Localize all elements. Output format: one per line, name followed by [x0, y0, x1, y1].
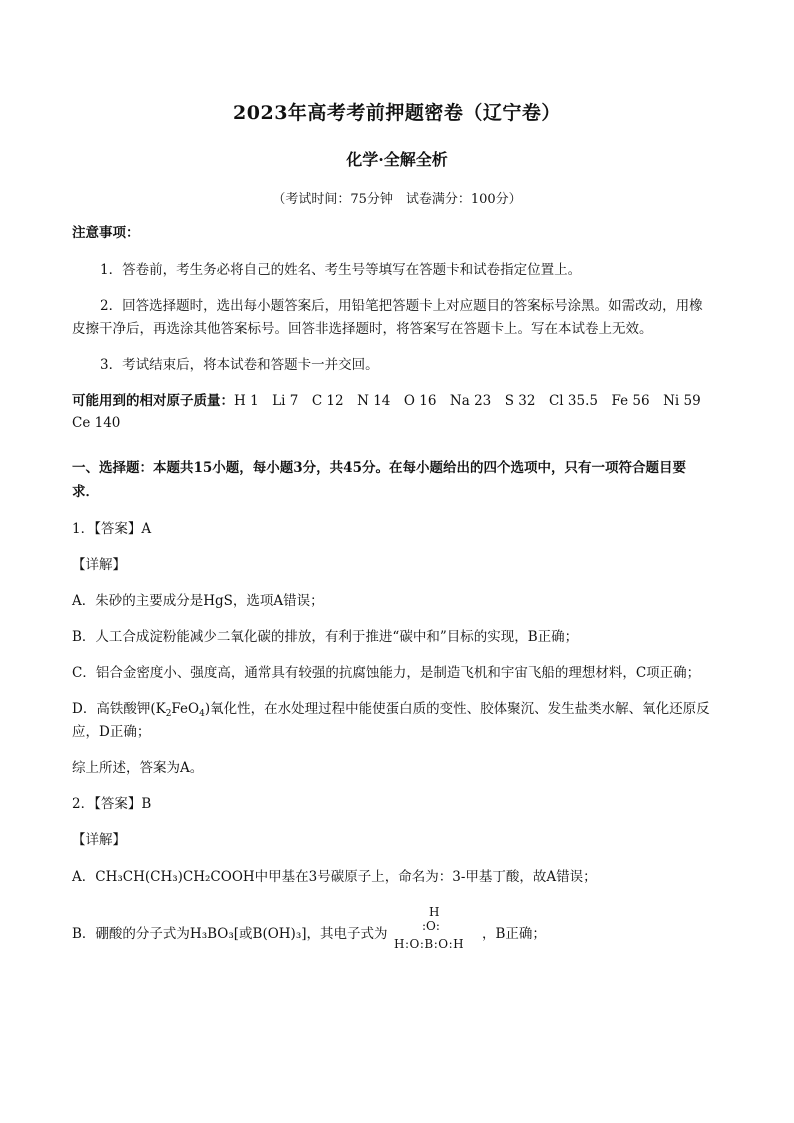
notice-item-3: 3．考试结束后，将本试卷和答题卡一并交回。 — [100, 357, 379, 373]
q1-d-prefix: D．高铁酸钾(K — [72, 701, 166, 717]
notice-item-2-line-1: 2．回答选择题时，选出每小题答案后，用铅笔把答题卡上对应题目的答案标号涂黑。如需改动，用橡 — [100, 298, 703, 314]
q1-detail-label: 【详解】 — [72, 557, 126, 573]
section-1-heading-line-2: 求． — [72, 484, 99, 500]
q1-option-d-line-2: 应，D正确； — [72, 724, 151, 740]
notice-heading: 注意事项： — [72, 225, 140, 241]
q1-option-d-line-1 — [72, 699, 728, 721]
boric-acid-electron-formula — [392, 904, 480, 954]
atomic-masses — [72, 391, 728, 434]
q2-option-a: A．CH₃CH(CH₃)CH₂COOH中甲基在3号碳原子上，命名为：3-甲基丁酸，故A错误； — [72, 869, 597, 885]
q1-answer: 1．【答案】A — [72, 521, 152, 537]
q2-option-b-prefix: B．硼酸的分子式为H₃BO₃[或B(OH)₃]，其电子式为 — [72, 926, 388, 942]
q2-detail-label: 【详解】 — [72, 832, 126, 848]
q2-answer: 2．【答案】B — [72, 796, 152, 812]
q1-d-mid: FeO — [171, 701, 200, 717]
exam-info: （考试时间：75分钟 试卷满分：100分） — [272, 192, 522, 207]
lewis-row: H:O:B:O:H — [394, 937, 465, 951]
q1-d-suffix: )氧化性，在水处理过程中能使蛋白质的变性、胶体聚沉、发生盐类水解、氧化还原反 — [204, 701, 710, 717]
atomic-masses-values: H 1 Li 7 C 12 N 14 O 16 Na 23 S 32 Cl 35.5 Fe 56 Ni 59 Ce 140 — [72, 393, 715, 431]
document-title: 2023年高考考前押题密卷（辽宁卷） — [233, 102, 561, 124]
notice-item-2-line-2: 皮擦干净后，再选涂其他答案标号。回答非选择题时，将答案写在答题卡上。写在本试卷上无效。 — [72, 321, 653, 337]
lewis-top-h: H — [429, 905, 440, 919]
q1-option-a: A．朱砂的主要成分是HgS，选项A错误； — [72, 593, 324, 609]
q2-option-b-suffix: ，B正确； — [482, 926, 546, 942]
lewis-top-o: :O: — [422, 919, 440, 933]
section-1-heading-line-1: 一、选择题：本题共15小题，每小题3分，共45分。在每小题给出的四个选项中，只有一项符合题目要 — [72, 460, 686, 476]
notice-item-1: 1．答卷前，考生务必将自己的姓名、考生号等填写在答题卡和试卷指定位置上。 — [100, 262, 582, 278]
q1-summary: 综上所述，答案为A。 — [72, 760, 204, 776]
q1-option-c: C．铝合金密度小、强度高，通常具有较强的抗腐蚀能力，是制造飞机和宇宙飞船的理想材料，C项正确； — [72, 665, 701, 681]
q1-option-b: B．人工合成淀粉能减少二氧化碳的排放，有利于推进“碳中和”目标的实现，B正确； — [72, 629, 579, 645]
q1-d-sub-2: 4 — [199, 709, 205, 719]
document-subtitle: 化学·全解全析 — [346, 150, 448, 169]
atomic-masses-label: 可能用到的相对原子质量： — [72, 393, 234, 409]
q1-d-sub-1: 2 — [165, 709, 172, 719]
